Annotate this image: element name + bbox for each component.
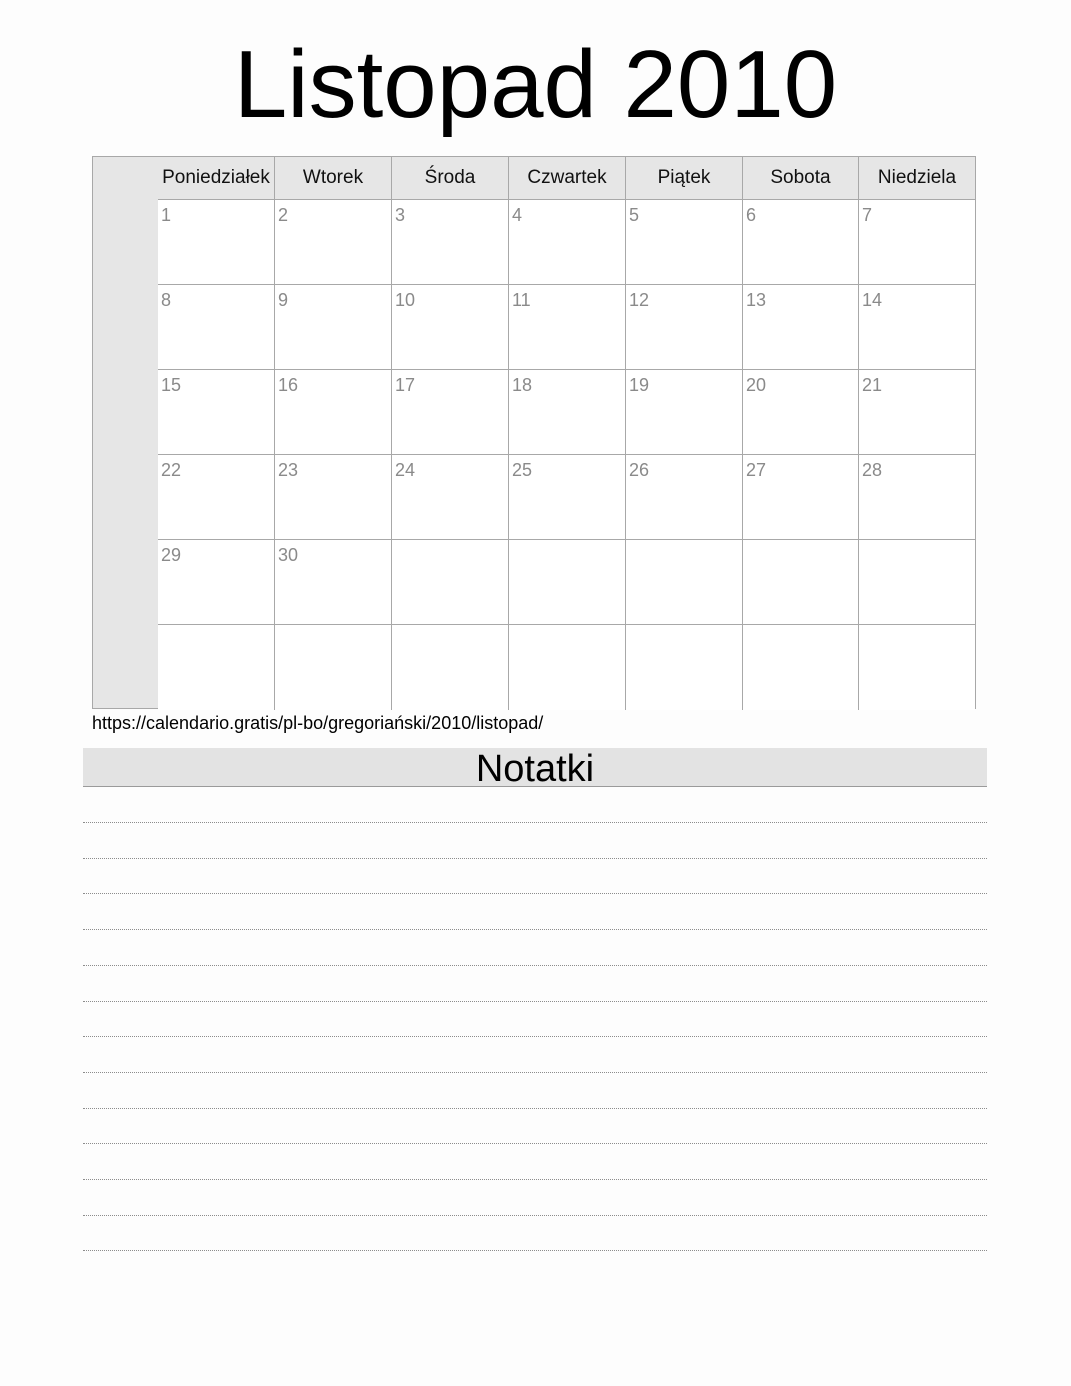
day-cell xyxy=(859,540,975,625)
day-number: 13 xyxy=(746,290,767,310)
day-number: 8 xyxy=(161,290,172,310)
day-number: 23 xyxy=(278,460,299,480)
page-title: Listopad 2010 xyxy=(233,31,838,138)
day-cell xyxy=(743,540,859,625)
day-cell xyxy=(509,625,626,710)
weekday-header: Niedziela xyxy=(859,157,975,200)
day-cell xyxy=(626,540,743,625)
day-cell xyxy=(158,540,275,625)
note-line xyxy=(83,929,987,930)
day-cell xyxy=(509,370,626,455)
day-number: 2 xyxy=(278,205,289,225)
day-cell xyxy=(158,625,275,710)
weekday-header: Sobota xyxy=(743,157,859,200)
day-cell xyxy=(392,540,509,625)
day-cell xyxy=(859,285,975,370)
day-cell xyxy=(626,200,743,285)
day-cell xyxy=(626,455,743,540)
day-cell xyxy=(743,285,859,370)
day-cell xyxy=(743,200,859,285)
day-number: 7 xyxy=(862,205,873,225)
day-number: 22 xyxy=(161,460,182,480)
note-line xyxy=(83,858,987,859)
day-cell xyxy=(158,455,275,540)
day-cell xyxy=(158,285,275,370)
day-cell xyxy=(158,370,275,455)
note-line xyxy=(83,1179,987,1180)
day-number: 28 xyxy=(862,460,883,480)
day-cell xyxy=(743,455,859,540)
day-cell xyxy=(743,370,859,455)
day-number: 30 xyxy=(278,545,299,565)
month-calendar xyxy=(92,156,976,709)
day-number: 29 xyxy=(161,545,182,565)
day-number: 11 xyxy=(512,290,531,310)
source-link[interactable]: https://calendario.gratis/pl-bo/gregoriański/2010/listopad/ xyxy=(92,713,544,733)
weekday-header: Poniedziałek xyxy=(158,157,275,200)
day-number: 26 xyxy=(629,460,650,480)
notes-title: Notatki xyxy=(83,748,987,787)
day-number: 20 xyxy=(746,375,767,395)
note-line xyxy=(83,965,987,966)
day-cell xyxy=(392,285,509,370)
day-cell xyxy=(392,370,509,455)
day-cell xyxy=(392,625,509,710)
day-cell xyxy=(626,625,743,710)
day-number: 15 xyxy=(161,375,182,395)
weekday-header: Środa xyxy=(392,157,509,200)
day-number: 10 xyxy=(395,290,416,310)
day-number: 16 xyxy=(278,375,299,395)
day-number: 17 xyxy=(395,375,416,395)
week-number-column xyxy=(93,157,159,708)
day-cell xyxy=(859,455,975,540)
day-cell xyxy=(626,370,743,455)
day-number: 27 xyxy=(746,460,767,480)
day-cell xyxy=(158,200,275,285)
day-cell xyxy=(275,200,392,285)
note-line xyxy=(83,1001,987,1002)
day-number: 1 xyxy=(161,205,172,225)
day-number: 19 xyxy=(629,375,650,395)
day-cell xyxy=(275,285,392,370)
day-number: 3 xyxy=(395,205,406,225)
day-cell xyxy=(392,455,509,540)
note-line xyxy=(83,1143,987,1144)
day-cell xyxy=(509,540,626,625)
day-number: 5 xyxy=(629,205,640,225)
day-number: 12 xyxy=(629,290,650,310)
note-line xyxy=(83,1072,987,1073)
day-cell xyxy=(509,200,626,285)
day-cell xyxy=(626,285,743,370)
note-line xyxy=(83,1036,987,1037)
calendar-grid xyxy=(158,157,975,708)
note-line xyxy=(83,1250,987,1251)
day-cell xyxy=(275,455,392,540)
note-line xyxy=(83,822,987,823)
day-cell xyxy=(392,200,509,285)
day-number: 21 xyxy=(862,375,883,395)
day-cell xyxy=(275,625,392,710)
weekday-header: Piątek xyxy=(626,157,743,200)
weekday-header: Czwartek xyxy=(509,157,626,200)
day-cell xyxy=(859,200,975,285)
day-number: 6 xyxy=(746,205,757,225)
day-number: 24 xyxy=(395,460,416,480)
weekday-header: Wtorek xyxy=(275,157,392,200)
day-number: 25 xyxy=(512,460,533,480)
note-line xyxy=(83,1108,987,1109)
day-number: 9 xyxy=(278,290,289,310)
day-cell xyxy=(743,625,859,710)
day-cell xyxy=(859,625,975,710)
day-cell xyxy=(275,540,392,625)
day-number: 18 xyxy=(512,375,533,395)
day-cell xyxy=(509,285,626,370)
day-cell xyxy=(859,370,975,455)
day-cell xyxy=(275,370,392,455)
day-number: 14 xyxy=(862,290,883,310)
note-line xyxy=(83,893,987,894)
note-line xyxy=(83,1215,987,1216)
day-number: 4 xyxy=(512,205,523,225)
day-cell xyxy=(509,455,626,540)
